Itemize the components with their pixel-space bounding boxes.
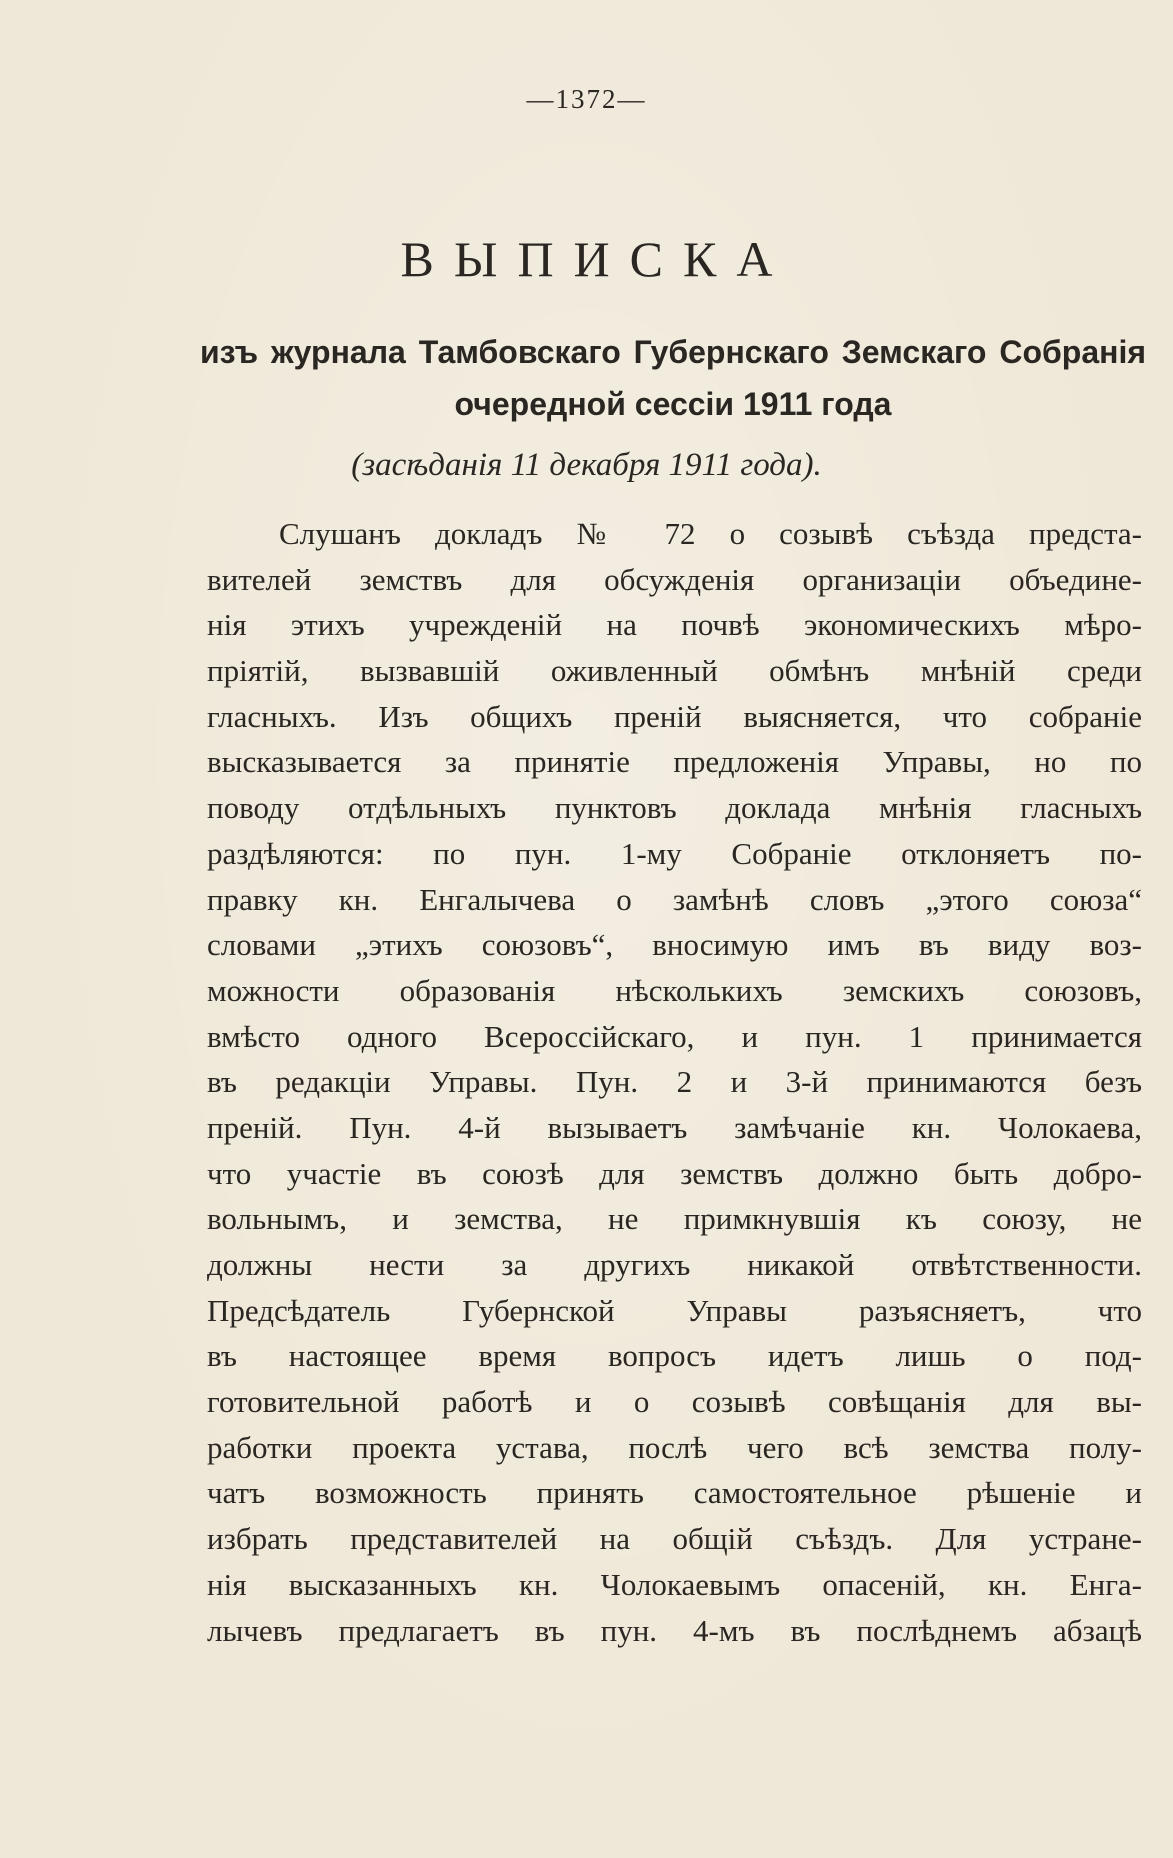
body-line: поводу отдѣльныхъ пунктовъ доклада мнѣнія гласныхъ: [207, 790, 1142, 826]
body-line: что участіе въ союзѣ для земствъ должно быть добро-: [207, 1155, 1142, 1191]
body-line: преній. Пун. 4-й вызываетъ замѣчаніе кн. Чолокаева,: [207, 1109, 1142, 1145]
body-line: лычевъ предлагаетъ въ пун. 4-мъ въ послѣднемъ абзацѣ: [207, 1612, 1142, 1648]
body-line: высказывается за принятіе предложенія Управы, но по: [207, 744, 1142, 780]
session-date: (засѣданія 11 декабря 1911 года).: [351, 447, 822, 483]
body-line: пріятій, вызвавшій оживленный обмѣнъ мнѣній среди: [207, 653, 1142, 689]
body-line: вителей земствъ для обсужденія организаціи объедине-: [207, 561, 1142, 597]
body-line: гласныхъ. Изъ общихъ преній выясняется, что собраніе: [207, 698, 1142, 734]
body-line: должны нести за другихъ никакой отвѣтственности.: [207, 1247, 1142, 1282]
body-line: избрать представителей на общій съѣздъ. Для устране-: [207, 1521, 1142, 1557]
body-line: Предсѣдатель Губернской Управы разъясняетъ, что: [207, 1292, 1142, 1328]
body-line: нія высказанныхъ кн. Чолокаевымъ опасеній, кн. Енга-: [207, 1566, 1142, 1602]
body-line: Слушанъ докладъ № 72 о созывѣ съѣзда предста-: [279, 516, 1142, 551]
body-line: вмѣсто одного Всероссійскаго, и пун. 1 принимается: [207, 1018, 1142, 1054]
body-line: словами „этихъ союзовъ“, вносимую имъ въ виду воз-: [207, 927, 1142, 963]
body-line: въ редакціи Управы. Пун. 2 и 3-й принимаются безъ: [207, 1064, 1142, 1100]
body-line: въ настоящее время вопросъ идетъ лишь о под-: [207, 1338, 1142, 1374]
body-line: работки проекта устава, послѣ чего всѣ земства полу-: [207, 1429, 1142, 1465]
body-line: нія этихъ учрежденій на почвѣ экономическихъ мѣро-: [207, 607, 1142, 643]
body-line: вольнымъ, и земства, не примкнувшія къ союзу, не: [207, 1201, 1142, 1237]
body-line: готовительной работѣ и о созывѣ совѣщанія для вы-: [207, 1384, 1142, 1420]
body-line: чатъ возможность принять самостоятельное рѣшеніе и: [207, 1475, 1142, 1511]
document-subtitle: изъ журнала Тамбовскаго Губернскаго Земскаго Собранія очередной сессіи 1911 года: [200, 334, 1146, 422]
body-paragraph: [207, 511, 1142, 1653]
body-line: можности образованія нѣсколькихъ земскихъ союзовъ,: [207, 972, 1142, 1008]
body-line: правку кн. Енгалычева о замѣнѣ словъ „этого союза“: [207, 881, 1142, 917]
body-line: раздѣляются: по пун. 1-му Собраніе отклоняетъ по-: [207, 835, 1142, 871]
page-number: —1372—: [526, 84, 647, 114]
document-heading: ВЫПИСКА: [400, 231, 793, 287]
